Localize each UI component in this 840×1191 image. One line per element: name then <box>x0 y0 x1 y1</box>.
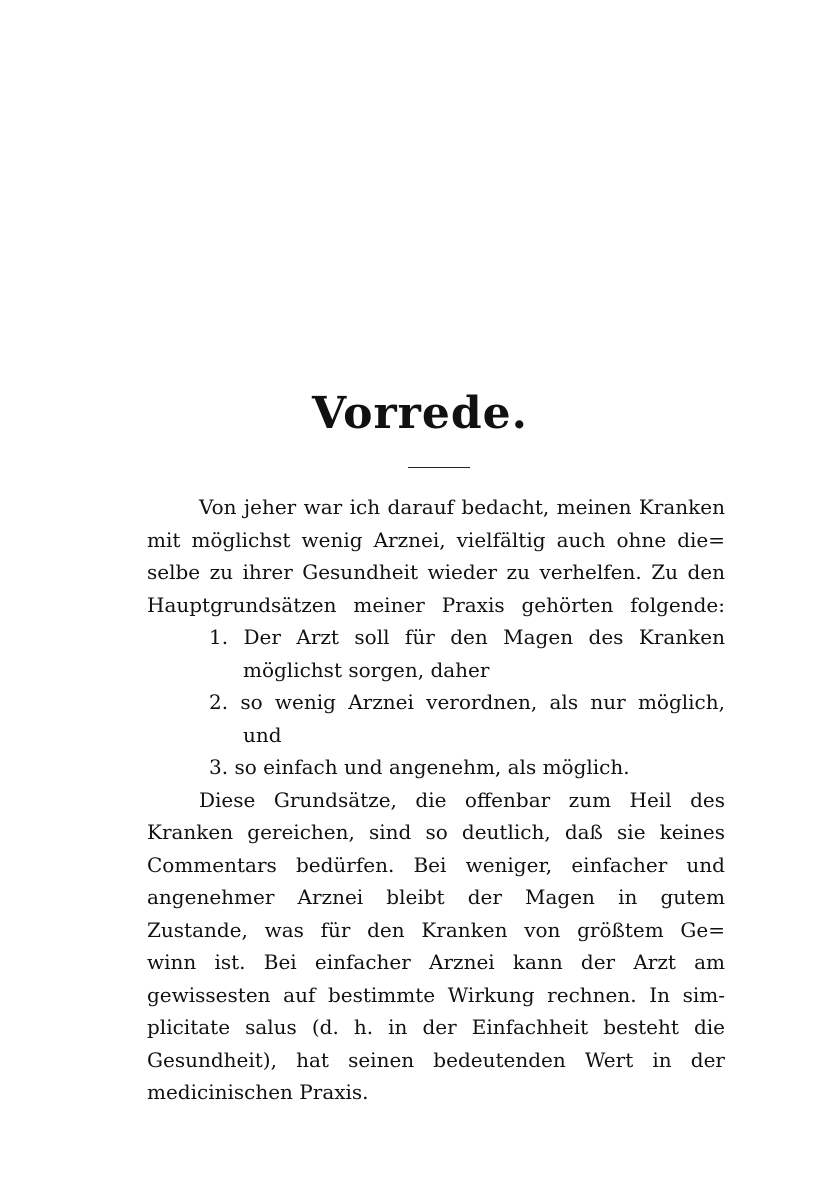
text-line: Diese Grundsätze, die offenbar zum Heil des <box>199 787 725 812</box>
title-divider <box>408 467 470 468</box>
list-item-2: 2. so wenig Arznei verordnen, als nur möglich, <box>209 690 725 714</box>
text-line: Von jeher war ich darauf bedacht, meinen Kranken <box>199 495 725 519</box>
text-line: Kranken gereichen, sind so deutlich, daß sie keines <box>147 820 725 844</box>
list-item-1: 1. Der Arzt soll für den Magen des Kranken <box>209 625 725 649</box>
page-title: Vorrede. <box>312 388 528 439</box>
text-line: selbe zu ihrer Gesundheit wieder zu verhelfen. Zu den <box>147 560 725 584</box>
text-line: winn ist. Bei einfacher Arznei kann der Arzt am <box>147 950 725 974</box>
text-line: mit möglichst wenig Arznei, vielfältig auch ohne die= <box>147 527 725 552</box>
text-line: gewissesten auf bestimmte Wirkung rechnen. In sim- <box>147 982 725 1007</box>
text-line: plicitate salus (d. h. in der Einfachheit besteht die <box>147 1015 725 1039</box>
text-line: Commentars bedürfen. Bei weniger, einfacher und <box>147 852 725 877</box>
text-line: medicinischen Praxis. <box>147 1080 369 1104</box>
text-line: Hauptgrundsätzen meiner Praxis gehörten folgende: <box>147 592 725 617</box>
text-line: angenehmer Arznei bleibt der Magen in gutem <box>147 885 725 909</box>
list-item-1-continued: möglichst sorgen, daher <box>243 657 490 682</box>
text-line: Gesundheit), hat seinen bedeutenden Wert in der <box>147 1047 725 1072</box>
list-item-2-continued: und <box>243 722 282 747</box>
preface-text <box>147 491 725 1109</box>
list-item-3: 3. so einfach und angenehm, als möglich. <box>209 755 630 779</box>
text-line: Zustande, was für den Kranken von größtem Ge= <box>147 917 725 942</box>
